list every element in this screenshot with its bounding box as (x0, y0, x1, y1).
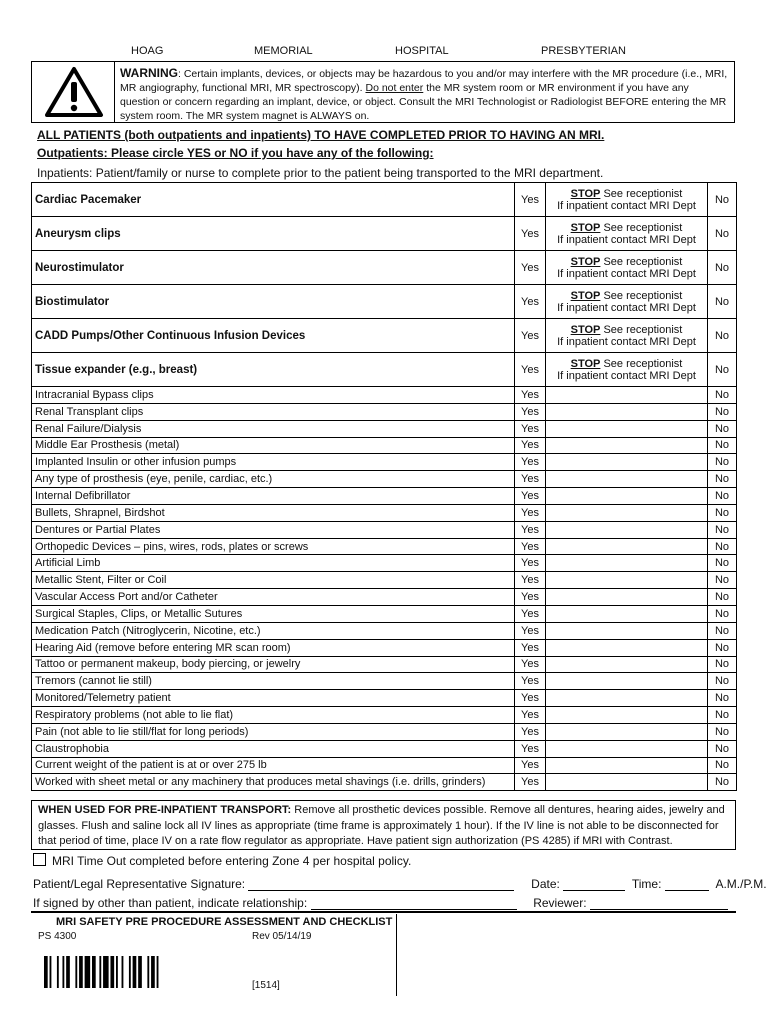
timeout-checkbox[interactable] (33, 853, 46, 866)
form-title: MRI SAFETY PRE PROCEDURE ASSESSMENT AND CHECKLIST (56, 916, 393, 928)
checklist-item: Tremors (cannot lie still) (32, 673, 515, 690)
yes-option[interactable]: Yes (515, 471, 546, 488)
table-row (32, 589, 737, 606)
checklist-item: Intracranial Bypass clips (32, 387, 515, 404)
yes-option[interactable]: Yes (515, 555, 546, 572)
yes-option[interactable]: Yes (515, 285, 546, 319)
checklist-item: Cardiac Pacemaker (32, 183, 515, 217)
pre-inpatient-instructions: WHEN USED FOR PRE-INPATIENT TRANSPORT: Remove all prosthetic devices possible. Remove all dentures, hearing aides, jewelry and glasses. Flush and saline lock all IV lines as appropriate (time frame is approximately 1 hour). If the IV line is not able to be disconnected for that period of time, place IV on a rate flow regulator as appropriate. Have patient sign authorization (PS 4285) if MRI with Contrast. (31, 800, 736, 850)
no-option[interactable]: No (708, 673, 737, 690)
no-option[interactable]: No (708, 183, 737, 217)
blank-cell (546, 387, 708, 404)
checklist-item: Artificial Limb (32, 555, 515, 572)
blank-cell (546, 723, 708, 740)
table-row (32, 690, 737, 707)
no-option[interactable]: No (708, 285, 737, 319)
yes-option[interactable]: Yes (515, 403, 546, 420)
checklist-item: Tattoo or permanent makeup, body piercing, or jewelry (32, 656, 515, 673)
no-option[interactable]: No (708, 217, 737, 251)
yes-option[interactable]: Yes (515, 521, 546, 538)
checklist-item: Worked with sheet metal or any machinery that produces metal shavings (i.e. drills, grinders) (32, 774, 515, 791)
yes-option[interactable]: Yes (515, 251, 546, 285)
table-row (32, 319, 737, 353)
table-row (32, 454, 737, 471)
no-option[interactable]: No (708, 403, 737, 420)
blank-cell (546, 639, 708, 656)
table-row (32, 774, 737, 791)
yes-option[interactable]: Yes (515, 589, 546, 606)
table-row (32, 420, 737, 437)
no-option[interactable]: No (708, 521, 737, 538)
header-word: HOAG (131, 45, 164, 57)
no-option[interactable]: No (708, 707, 737, 724)
no-option[interactable]: No (708, 690, 737, 707)
table-row (32, 555, 737, 572)
blank-cell (546, 488, 708, 505)
no-option[interactable]: No (708, 454, 737, 471)
no-option[interactable]: No (708, 538, 737, 555)
relationship-field[interactable] (311, 897, 517, 910)
checklist-item: Any type of prosthesis (eye, penile, cardiac, etc.) (32, 471, 515, 488)
yes-option[interactable]: Yes (515, 437, 546, 454)
no-option[interactable]: No (708, 437, 737, 454)
blank-cell (546, 521, 708, 538)
checklist-table (31, 182, 737, 791)
form-number: PS 4300 (38, 931, 77, 942)
table-row (32, 757, 737, 774)
warning-box (31, 61, 735, 123)
yes-option[interactable]: Yes (515, 605, 546, 622)
blank-cell (546, 690, 708, 707)
checklist-item: Orthopedic Devices – pins, wires, rods, plates or screws (32, 538, 515, 555)
blank-cell (546, 707, 708, 724)
checklist-item: Metallic Stent, Filter or Coil (32, 572, 515, 589)
table-row (32, 353, 737, 387)
blank-cell (546, 454, 708, 471)
blank-cell (546, 572, 708, 589)
no-option[interactable]: No (708, 420, 737, 437)
header-word: MEMORIAL (254, 45, 313, 57)
table-row (32, 538, 737, 555)
blank-cell (546, 656, 708, 673)
yes-option[interactable]: Yes (515, 572, 546, 589)
signature-row: Patient/Legal Representative Signature: Date: Time: A.M./P.M. (33, 877, 767, 891)
mri-timeout: MRI Time Out completed before entering Zone 4 per hospital policy. (33, 853, 411, 868)
yes-option[interactable]: Yes (515, 504, 546, 521)
footer-block (36, 914, 397, 996)
no-option[interactable]: No (708, 555, 737, 572)
checklist-item: Monitored/Telemetry patient (32, 690, 515, 707)
revision-date: Rev 05/14/19 (252, 931, 312, 942)
yes-option[interactable]: Yes (515, 656, 546, 673)
stop-instruction: STOP See receptionist If inpatient contact MRI Dept (546, 285, 708, 319)
blank-cell (546, 504, 708, 521)
checklist-item: Renal Failure/Dialysis (32, 420, 515, 437)
yes-option[interactable]: Yes (515, 723, 546, 740)
table-row (32, 572, 737, 589)
yes-option[interactable]: Yes (515, 774, 546, 791)
table-row (32, 403, 737, 420)
table-row (32, 673, 737, 690)
no-option[interactable]: No (708, 589, 737, 606)
table-row (32, 707, 737, 724)
no-option[interactable]: No (708, 723, 737, 740)
outpatients-instruction: Outpatients: Please circle YES or NO if you have any of the following: (37, 146, 434, 160)
no-option[interactable]: No (708, 251, 737, 285)
checklist-item: Implanted Insulin or other infusion pumps (32, 454, 515, 471)
header-word: HOSPITAL (395, 45, 449, 57)
checklist-item: Tissue expander (e.g., breast) (32, 353, 515, 387)
yes-option[interactable]: Yes (515, 319, 546, 353)
reviewer-field[interactable] (590, 897, 728, 910)
checklist-item: Aneurysm clips (32, 217, 515, 251)
yes-option[interactable]: Yes (515, 454, 546, 471)
table-row (32, 622, 737, 639)
blank-cell (546, 740, 708, 757)
checklist-item: Hearing Aid (remove before entering MR scan room) (32, 639, 515, 656)
table-row (32, 183, 737, 217)
yes-option[interactable]: Yes (515, 217, 546, 251)
yes-option[interactable]: Yes (515, 622, 546, 639)
table-row (32, 437, 737, 454)
stop-instruction: STOP See receptionist If inpatient contact MRI Dept (546, 319, 708, 353)
yes-option[interactable]: Yes (515, 673, 546, 690)
warning-text: WARNING: Certain implants, devices, or objects may be hazardous to you and/or may interfere with the MR procedure (i.e., MRI, MR angiography, functional MRI, MR spectroscopy). Do not enter the MR system room or MR environment if you have any question or concern regarding an implant, device, or object. Consult the MRI Technologist or Radiologist BEFORE entering the MR system room. The MR system magnet is ALWAYS on. (120, 66, 728, 122)
no-option[interactable]: No (708, 319, 737, 353)
table-row (32, 217, 737, 251)
signature-field[interactable] (248, 878, 514, 891)
yes-option[interactable]: Yes (515, 639, 546, 656)
no-option[interactable]: No (708, 757, 737, 774)
hospital-header (0, 45, 770, 59)
stop-instruction: STOP See receptionist If inpatient contact MRI Dept (546, 251, 708, 285)
checklist-item: Middle Ear Prosthesis (metal) (32, 437, 515, 454)
table-row (32, 504, 737, 521)
checklist-item: Pain (not able to lie still/flat for long periods) (32, 723, 515, 740)
checklist-item: Claustrophobia (32, 740, 515, 757)
no-option[interactable]: No (708, 504, 737, 521)
warning-icon-cell (32, 62, 115, 122)
checklist-item: Respiratory problems (not able to lie flat) (32, 707, 515, 724)
blank-cell (546, 605, 708, 622)
yes-option[interactable]: Yes (515, 740, 546, 757)
checklist-item: CADD Pumps/Other Continuous Infusion Devices (32, 319, 515, 353)
no-option[interactable]: No (708, 471, 737, 488)
stop-instruction: STOP See receptionist If inpatient contact MRI Dept (546, 217, 708, 251)
table-row (32, 285, 737, 319)
blank-cell (546, 403, 708, 420)
yes-option[interactable]: Yes (515, 387, 546, 404)
checklist-item: Internal Defibrillator (32, 488, 515, 505)
checklist-item: Medication Patch (Nitroglycerin, Nicotine, etc.) (32, 622, 515, 639)
no-option[interactable]: No (708, 605, 737, 622)
table-row (32, 488, 737, 505)
no-option[interactable]: No (708, 656, 737, 673)
date-field[interactable] (563, 878, 625, 891)
blank-cell (546, 420, 708, 437)
yes-option[interactable]: Yes (515, 757, 546, 774)
checklist-item: Biostimulator (32, 285, 515, 319)
checklist-item: Dentures or Partial Plates (32, 521, 515, 538)
time-field[interactable] (665, 878, 709, 891)
checklist-item: Neurostimulator (32, 251, 515, 285)
blank-cell (546, 622, 708, 639)
relationship-row: If signed by other than patient, indicate relationship: Reviewer: (33, 896, 728, 910)
table-row (32, 251, 737, 285)
table-row (32, 639, 737, 656)
blank-cell (546, 538, 708, 555)
table-row (32, 605, 737, 622)
no-option[interactable]: No (708, 387, 737, 404)
blank-cell (546, 471, 708, 488)
checklist-item: Vascular Access Port and/or Catheter (32, 589, 515, 606)
yes-option[interactable]: Yes (515, 707, 546, 724)
stop-instruction: STOP See receptionist If inpatient contact MRI Dept (546, 183, 708, 217)
inpatients-instruction: Inpatients: Patient/family or nurse to complete prior to the patient being transported to the MRI department. (37, 166, 604, 180)
yes-option[interactable]: Yes (515, 690, 546, 707)
checklist-item: Renal Transplant clips (32, 403, 515, 420)
barcode-icon (44, 956, 164, 988)
table-row (32, 656, 737, 673)
table-row (32, 387, 737, 404)
checklist-item: Bullets, Shrapnel, Birdshot (32, 504, 515, 521)
checklist-item: Surgical Staples, Clips, or Metallic Sutures (32, 605, 515, 622)
table-row (32, 471, 737, 488)
yes-option[interactable]: Yes (515, 353, 546, 387)
no-option[interactable]: No (708, 639, 737, 656)
table-row (32, 723, 737, 740)
no-option[interactable]: No (708, 572, 737, 589)
blank-cell (546, 589, 708, 606)
yes-option[interactable]: Yes (515, 488, 546, 505)
blank-cell (546, 555, 708, 572)
blank-cell (546, 437, 708, 454)
table-row (32, 521, 737, 538)
yes-option[interactable]: Yes (515, 420, 546, 437)
header-word: PRESBYTERIAN (541, 45, 626, 57)
blank-cell (546, 757, 708, 774)
yes-option[interactable]: Yes (515, 538, 546, 555)
stop-instruction: STOP See receptionist If inpatient contact MRI Dept (546, 353, 708, 387)
table-row (32, 740, 737, 757)
no-option[interactable]: No (708, 353, 737, 387)
warning-title: WARNING (120, 66, 178, 80)
blank-cell (546, 673, 708, 690)
checklist-item: Current weight of the patient is at or over 275 lb (32, 757, 515, 774)
no-option[interactable]: No (708, 622, 737, 639)
yes-option[interactable]: Yes (515, 183, 546, 217)
no-option[interactable]: No (708, 774, 737, 791)
no-option[interactable]: No (708, 740, 737, 757)
all-patients-instruction: ALL PATIENTS (both outpatients and inpatients) TO HAVE COMPLETED PRIOR TO HAVING AN MRI. (37, 128, 605, 142)
warning-triangle-icon (44, 66, 104, 118)
no-option[interactable]: No (708, 488, 737, 505)
blank-cell (546, 774, 708, 791)
form-code: [1514] (252, 980, 280, 991)
